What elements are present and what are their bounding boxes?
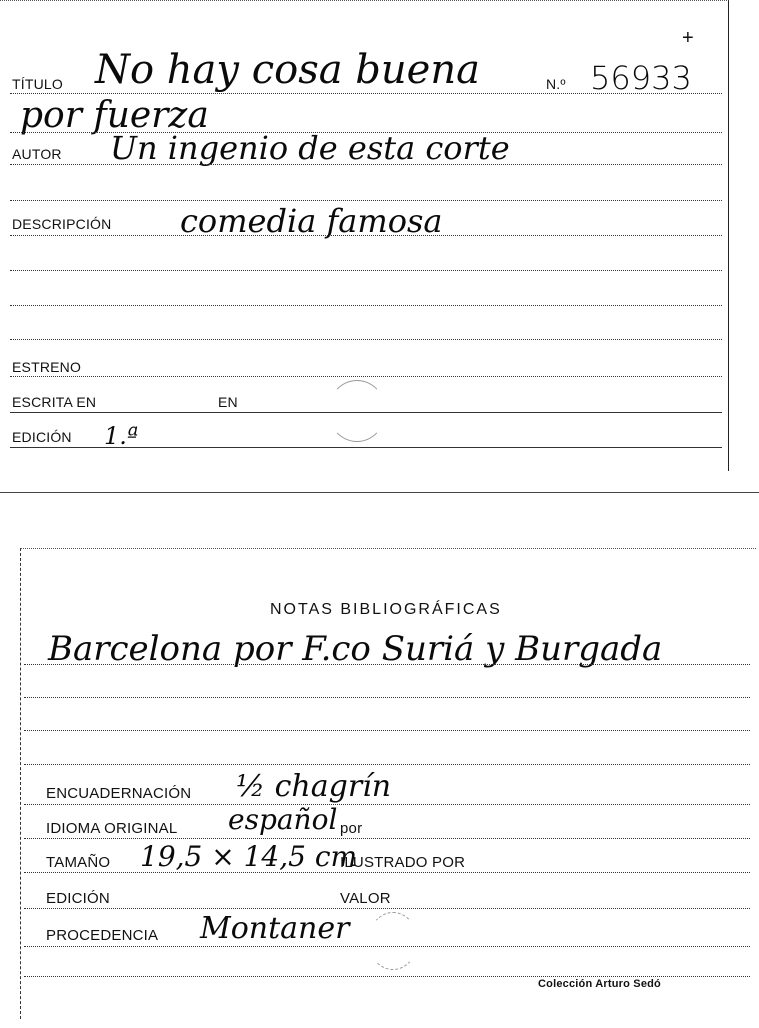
notes-rule	[24, 664, 750, 665]
author-rule	[10, 164, 722, 165]
plus-mark: +	[682, 27, 694, 49]
notes-rule-4	[24, 764, 750, 765]
value-label: VALOR	[340, 890, 391, 907]
collection-credit: Colección Arturo Sedó	[538, 978, 661, 990]
by-label: por	[340, 820, 363, 837]
origin-label: PROCEDENCIA	[46, 927, 159, 944]
author-rule-2	[10, 200, 722, 201]
coffee-stain	[328, 380, 386, 442]
origin-rule	[24, 946, 750, 947]
bottom-edition-label: EDICIÓN	[46, 890, 110, 907]
language-rule	[24, 838, 750, 839]
binding-value: ½ chagrín	[236, 769, 392, 804]
size-rule	[24, 872, 750, 873]
in-label: EN	[218, 394, 238, 410]
title-value-line2: por fuerza	[20, 95, 209, 136]
description-rule-3	[10, 305, 722, 306]
coffee-stain-2	[368, 912, 418, 970]
title-label: TÍTULO	[12, 76, 63, 92]
notes-rule-3	[24, 730, 750, 731]
title-value-line1: No hay cosa buena	[95, 47, 480, 93]
author-value: Un ingenio de esta corte	[110, 129, 510, 167]
origin-value: Montaner	[200, 911, 350, 946]
illustrated-label: ILUSTRADO POR	[340, 854, 466, 871]
card-divider	[0, 492, 759, 493]
binding-label: ENCUADERNACIÓN	[46, 785, 192, 802]
description-value: comedia famosa	[180, 202, 443, 240]
written-label: ESCRITA EN	[12, 394, 97, 410]
description-rule-2	[10, 270, 722, 271]
edition-label: EDICIÓN	[12, 429, 72, 445]
size-value: 19,5 × 14,5 cm	[140, 840, 358, 873]
language-label: IDIOMA ORIGINAL	[46, 820, 178, 837]
language-value: español	[228, 803, 338, 836]
number-label: N.º	[546, 76, 566, 92]
author-label: AUTOR	[12, 146, 62, 162]
description-rule	[10, 235, 722, 236]
edition-rule	[10, 447, 722, 448]
binding-rule	[24, 804, 750, 805]
size-label: TAMAÑO	[46, 854, 111, 871]
notes-heading: NOTAS BIBLIOGRÁFICAS	[270, 601, 502, 618]
edition-value: 1.ª	[104, 422, 139, 450]
notes-rule-2	[24, 697, 750, 698]
title-rule	[10, 93, 722, 94]
origin-rule-2	[24, 976, 750, 977]
notes-value: Barcelona por F.co Suriá y Burgada	[48, 629, 663, 669]
premiere-rule	[10, 376, 722, 377]
edition-value-rule	[24, 908, 750, 909]
description-rule-4	[10, 339, 722, 340]
description-label: DESCRIPCIÓN	[12, 216, 112, 232]
premiere-label: ESTRENO	[12, 359, 82, 375]
number-value: 56933	[590, 59, 692, 97]
